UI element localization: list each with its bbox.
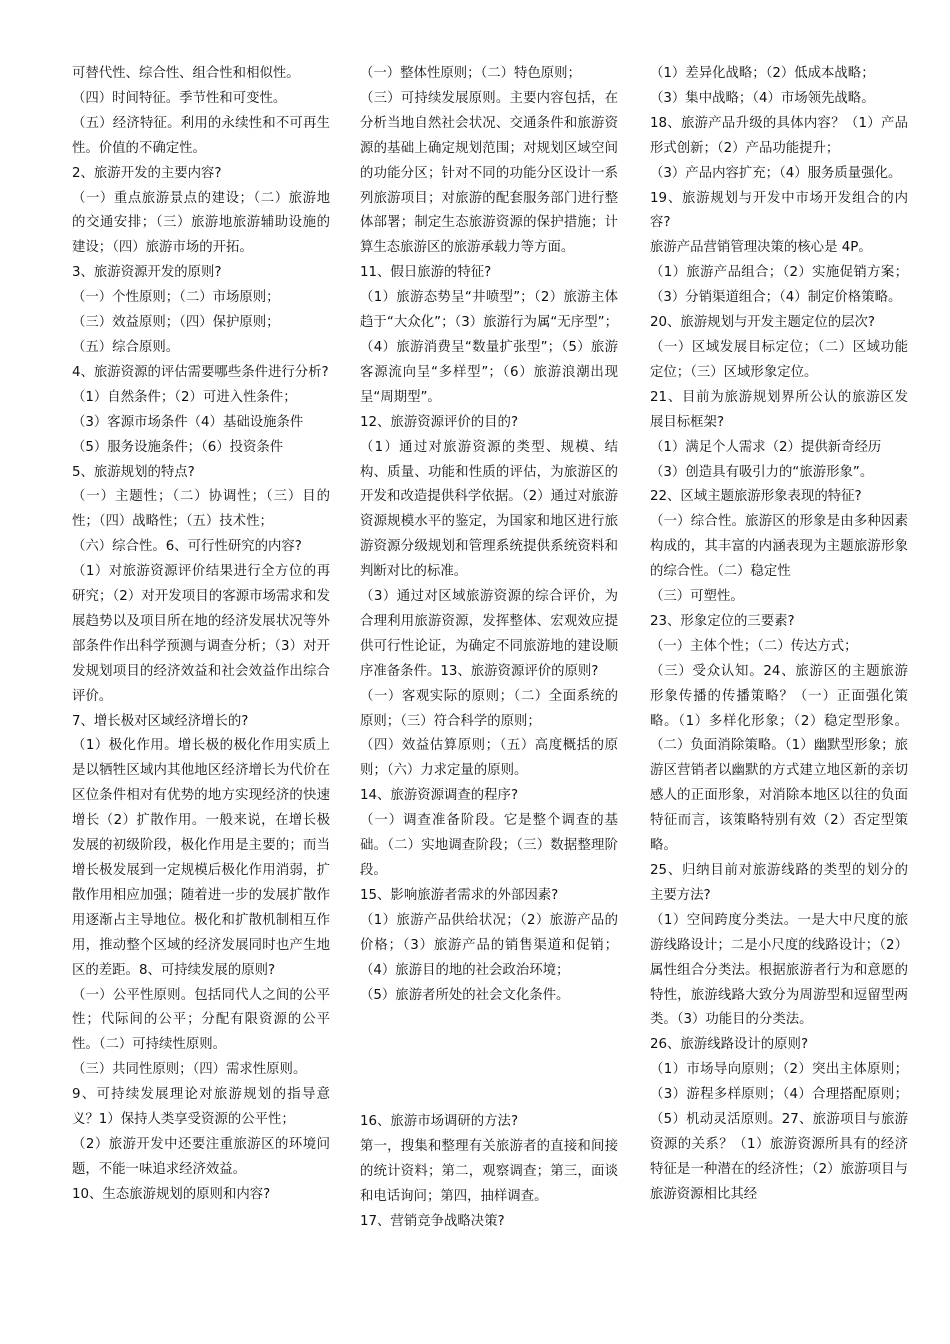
paragraph: 16、旅游市场调研的方法? <box>360 1114 519 1130</box>
paragraph: （四）时间特征。季节性和可变性。 <box>72 90 287 106</box>
paragraph: （1）旅游产品组合；（2）实施促销方案；（3）分销渠道组合；（4）制定价格策略。 <box>650 265 908 306</box>
paragraph: （一）公平性原则。包括同代人之间的公平性；代际间的公平；分配有限资源的公平性。（二）可持续性原则。 <box>72 987 330 1053</box>
text-column-right <box>650 62 908 1208</box>
paragraph: 18、旅游产品升级的具体内容？（1）产品形式创新；（2）产品功能提升； <box>650 115 908 156</box>
paragraph: 23、形象定位的三要素? <box>650 613 795 629</box>
paragraph: （1）市场导向原则；（2）突出主体原则；（3）游程多样原则；（4）合理搭配原则；（5）机动灵活原则。27、旅游项目与旅游资源的关系？（1）旅游资源所具有的经济特征是一种潜在的经济性；（2）旅游项目与旅游资源相比其经 <box>650 1062 908 1202</box>
paragraph: （一）区域发展目标定位；（二）区域功能定位；（三）区域形象定位。 <box>650 339 908 380</box>
paragraph: （3）创造具有吸引力的“旅游形象”。 <box>650 464 874 480</box>
paragraph: （3）集中战略；（4）市场领先战略。 <box>650 90 875 106</box>
paragraph: （四）效益估算原则；（五）高度概括的原则；（六）力求定量的原则。 <box>360 738 618 779</box>
paragraph: （2）旅游开发中还要注重旅游区的环境问题，不能一味追求经济效益。 <box>72 1136 330 1177</box>
paragraph: 10、生态旅游规划的原则和内容? <box>72 1186 271 1202</box>
paragraph: 26、旅游线路设计的原则? <box>650 1037 809 1053</box>
paragraph: （1）对旅游资源评价结果进行全方位的再研究；（2）对开发项目的客源市场需求和发展趋势以及项目所在地的经济发展状况等外部条件作出科学预测与调查分析；（3）对开发规划项目的经济效益和社会效益作出综合评价。 <box>72 564 330 704</box>
text-column-left <box>72 62 330 1208</box>
paragraph: （1）通过对旅游资源的类型、规模、结构、质量、功能和性质的评估，为旅游区的开发和改造提供科学依据。（2）通过对旅游资源规模水平的鉴定，为国家和地区进行旅游资源分级规划和管理系统提供系统资料和判断对比的标准。 <box>360 439 618 580</box>
paragraph: （一）调查准备阶段。它是整个调查的基础。（二）实地调查阶段；（三）数据整理阶段。 <box>360 813 618 878</box>
paragraph: 9、可持续发展理论对旅游规划的指导意义？1）保持人类享受资源的公平性； <box>72 1087 330 1128</box>
paragraph: 3、旅游资源开发的原则? <box>72 265 222 281</box>
paragraph: （五）综合原则。 <box>72 339 180 355</box>
paragraph: （3）产品内容扩充；（4）服务质量强化。 <box>650 165 902 181</box>
paragraph: （五）经济特征。利用的永续性和不可再生性。价值的不确定性。 <box>72 115 330 156</box>
paragraph: （1）空间跨度分类法。一是大中尺度的旅游线路设计；二是小尺度的线路设计；（2）属性组合分类法。根据旅游者行为和意愿的特性，旅游线路大致分为周游型和逗留型两类。（3）功能目的分类法。 <box>650 912 908 1028</box>
paragraph: 21、目前为旅游规划界所公认的旅游区发展目标框架? <box>650 389 908 430</box>
paragraph: （3）通过对区域旅游资源的综合评价，为合理利用旅游资源，发挥整体、宏观效应提供可行性论证，为确定不同旅游地的建设顺序准备条件。13、旅游资源评价的原则? <box>360 589 618 679</box>
paragraph: 2、旅游开发的主要内容? <box>72 165 222 181</box>
paragraph: （1）自然条件；（2）可进入性条件； <box>72 389 297 405</box>
paragraph: 25、归纳目前对旅游线路的类型的划分的主要方法? <box>650 863 908 903</box>
paragraph: 20、旅游规划与开发主题定位的层次? <box>650 315 876 331</box>
paragraph: （三）受众认知。24、旅游区的主题旅游形象传播的传播策略？（一）正面强化策略。（1）多样化形象；（2）稳定型形象。（二）负面消除策略。（1）幽默型形象；旅游区营销者以幽默的方式建立地区新的亲切感人的正面形象，对消除本地区以往的负面特征而言，该策略特别有效（2）否定型策略。 <box>650 663 908 854</box>
paragraph: （三）可塑性。 <box>650 589 744 605</box>
paragraph: 11、假日旅游的特征? <box>360 265 492 281</box>
paragraph: （1）满足个人需求（2）提供新奇经历 <box>650 439 882 455</box>
paragraph: （一）重点旅游景点的建设；（二）旅游地的交通安排；（三）旅游地旅游辅助设施的建设；（四）旅游市场的开拓。 <box>72 190 330 256</box>
paragraph: 12、旅游资源评价的目的? <box>360 414 519 430</box>
paragraph: 22、区域主题旅游形象表现的特征? <box>650 489 862 505</box>
paragraph: （六）综合性。6、可行性研究的内容? <box>72 539 302 555</box>
paragraph: 旅游产品营销管理决策的核心是 4P。 <box>650 240 872 256</box>
paragraph: （1）旅游态势呈“井喷型”；（2）旅游主体趋于“大众化”；（3）旅游行为属“无序型”；（4）旅游消费呈“数量扩张型”；（5）旅游客源流向呈“多样型”；（6）旅游浪潮出现呈“周期型”。 <box>360 290 618 405</box>
paragraph: 14、旅游资源调查的程序? <box>360 788 519 804</box>
paragraph: （一）个性原则；（二）市场原则； <box>72 290 280 306</box>
paragraph: （一）主体个性；（二）传达方式； <box>650 638 858 654</box>
blank-gap <box>360 1022 618 1097</box>
paragraph: （3）客源市场条件（4）基础设施条件 <box>72 414 304 430</box>
paragraph: 4、旅游资源的评估需要哪些条件进行分析? <box>72 364 329 380</box>
paragraph: 7、增长极对区域经济增长的? <box>72 713 249 729</box>
paragraph: 可替代性、综合性、组合性和相似性。 <box>72 66 300 81</box>
paragraph: （一）主题性；（二）协调性；（三）目的性；（四）战略性；（五）技术性； <box>72 489 330 530</box>
paragraph: （三）可持续发展原则。主要内容包括，在分析当地自然社会状况、交通条件和旅游资源的基础上确定规划范围；对规划区域空间的功能分区；针对不同的功能分区设计一系列旅游项目；对旅游的配套服务部门进行整体部署；制定生态旅游资源的保护措施；计算生态旅游区的旅游承载力等方面。 <box>360 90 618 256</box>
paragraph: 17、营销竞争战略决策? <box>360 1213 505 1229</box>
paragraph: （1）差异化战略；（2）低成本战略； <box>650 66 875 81</box>
text-column-middle <box>360 62 618 1235</box>
paragraph: （一）客观实际的原则；（二）全面系统的原则；（三）符合科学的原则； <box>360 688 618 729</box>
paragraph: （1）极化作用。增长极的极化作用实质上是以牺牲区域内其他地区经济增长为代价在区位条件相对有优势的地方实现经济的快速增长（2）扩散作用。一般来说，在增长极发展的初级阶段，极化作用是主要的；而当增长极发展到一定规模后极化作用消弱，扩散作用相应加强；随着进一步的发展扩散作用逐渐占主导地位。极化和扩散机制相互作用，推动整个区域的经济发展同时也产生地区的差距。8、可持续发展的原则? <box>72 738 330 978</box>
paragraph: （5）服务设施条件；（6）投资条件 <box>72 439 284 455</box>
paragraph: （一）综合性。旅游区的形象是由多种因素构成的，其丰富的内涵表现为主题旅游形象的综合性。（二）稳定性 <box>650 514 908 580</box>
paragraph: 5、旅游规划的特点? <box>72 464 195 480</box>
paragraph: （1）旅游产品供给状况；（2）旅游产品的价格；（3）旅游产品的销售渠道和促销；（4）旅游目的地的社会政治环境； <box>360 912 618 978</box>
paragraph: （三）共同性原则；（四）需求性原则。 <box>72 1062 307 1078</box>
paragraph: （一）整体性原则；（二）特色原则； <box>360 66 581 81</box>
paragraph: （三）效益原则；（四）保护原则； <box>72 315 280 331</box>
paragraph: （5）旅游者所处的社会文化条件。 <box>360 987 570 1003</box>
paragraph: 第一，搜集和整理有关旅游者的直接和间接的统计资料；第二，观察调查；第三，面谈和电话询问；第四，抽样调查。 <box>360 1139 618 1204</box>
paragraph: 15、影响旅游者需求的外部因素? <box>360 887 559 903</box>
paragraph: 19、旅游规划与开发中市场开发组合的内容? <box>650 190 908 231</box>
